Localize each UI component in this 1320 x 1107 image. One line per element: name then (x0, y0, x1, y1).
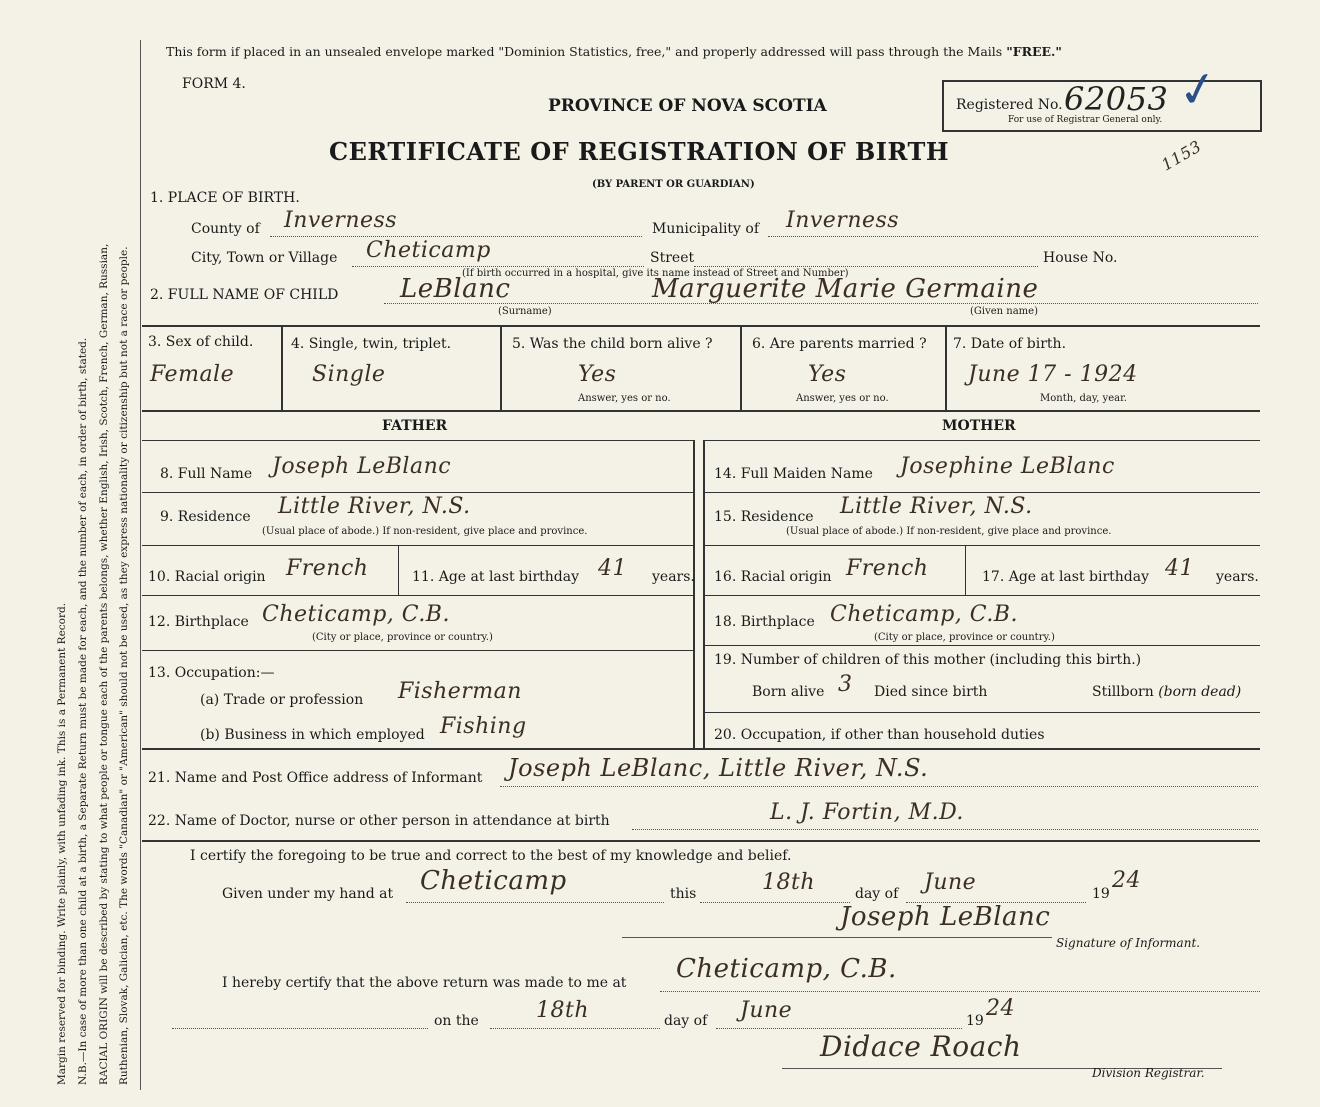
row-divider (142, 440, 693, 441)
born-alive-value: Yes (578, 362, 617, 387)
mother-occupation-label: 20. Occupation, if other than household duties (714, 727, 1045, 743)
child-given-name: Marguerite Marie Germaine (652, 274, 1039, 304)
mother-heading: MOTHER (942, 418, 1016, 434)
dob-note: Month, day, year. (1040, 393, 1127, 404)
row-divider (142, 650, 693, 651)
plurality-label: 4. Single, twin, triplet. (291, 336, 452, 352)
sex-value: Female (150, 362, 235, 387)
mother-residence-value: Little River, N.S. (840, 494, 1033, 519)
child-surname: LeBlanc (400, 274, 511, 304)
municipality-line (768, 236, 1258, 237)
child-name-label: 2. FULL NAME OF CHILD (150, 287, 339, 303)
father-birthplace-label: 12. Birthplace (148, 614, 249, 630)
mail-note: This form if placed in an unsealed envelope marked "Dominion Statistics, free," and properly addressed will pass through the Mails "FREE." (166, 44, 1062, 59)
sex-label: 3. Sex of child. (148, 334, 254, 350)
father-residence-value: Little River, N.S. (278, 494, 471, 519)
city-label: City, Town or Village (191, 250, 338, 266)
column-divider (945, 325, 947, 410)
mother-birthplace-label: 18. Birthplace (714, 614, 815, 630)
mother-residence-note: (Usual place of abode.) If non-resident, give place and province. (786, 526, 1112, 537)
doctor-label: 22. Name of Doctor, nurse or other person in attendance at birth (148, 813, 610, 829)
checkmark-icon: ✓ (1173, 58, 1223, 122)
certificate-subtitle: (BY PARENT OR GUARDIAN) (592, 179, 755, 190)
this-label: this (670, 886, 697, 902)
given-under-hand-label: Given under my hand at (222, 886, 394, 902)
occupation-label: 13. Occupation:— (148, 665, 275, 681)
married-yes-no-note: Answer, yes or no. (796, 393, 889, 404)
row-divider (142, 410, 1260, 412)
informant-signature-line (622, 937, 1052, 938)
married-value: Yes (808, 362, 847, 387)
margin-note-racial: RACIAL ORIGIN will be described by stating to what people or tongue each of the parents belongs, whether English, Irish, Scotch, French, German, Russian, (98, 243, 110, 1085)
informant-value: Joseph LeBlanc, Little River, N.S. (508, 754, 929, 782)
given-name-note: (Given name) (970, 306, 1038, 317)
street-label: Street (650, 250, 695, 266)
form-number: FORM 4. (182, 76, 246, 92)
registrar-day: 18th (536, 998, 590, 1023)
doctor-value: L. J. Fortin, M.D. (770, 800, 964, 825)
born-alive-count-value: 3 (838, 672, 853, 697)
stamp-number: 1153 (1158, 136, 1205, 175)
row-divider (703, 492, 1260, 493)
dob-value: June 17 - 1924 (968, 362, 1138, 387)
informant-label: 21. Name and Post Office address of Informant (148, 770, 483, 786)
registrar-year-prefix: 19 (966, 1013, 984, 1029)
father-residence-label: 9. Residence (160, 509, 251, 525)
mother-age-value: 41 (1165, 556, 1194, 581)
registrar-month: June (740, 998, 793, 1023)
registrar-place: Cheticamp, C.B. (676, 954, 897, 984)
mother-years: years. (1216, 569, 1259, 585)
county-line (270, 236, 642, 237)
informant-signature: Joseph LeBlanc (840, 902, 1051, 932)
registrar-day-line (490, 1028, 660, 1029)
registrar-day-of-label: day of (664, 1013, 708, 1029)
row-divider (142, 840, 1260, 842)
row-divider (142, 748, 1260, 750)
registrar-statement: I hereby certify that the above return was made to me at (222, 975, 627, 991)
column-divider (500, 325, 502, 410)
municipality-label: Municipality of (652, 221, 760, 237)
hospital-note: (If birth occurred in a hospital, give its name instead of Street and Number) (462, 268, 849, 279)
row-divider (703, 645, 1260, 646)
mother-birthplace-note: (City or place, province or country.) (874, 632, 1055, 643)
alive-yes-no-note: Answer, yes or no. (578, 393, 671, 404)
column-divider (965, 545, 966, 595)
certify-statement: I certify the foregoing to be true and correct to the best of my knowledge and belief. (190, 848, 792, 864)
column-divider (693, 440, 695, 748)
registrar-caption: Division Registrar. (1092, 1066, 1205, 1080)
row-divider (703, 595, 1260, 596)
plurality-value: Single (312, 362, 386, 387)
row-divider (142, 492, 693, 493)
certificate-title: CERTIFICATE OF REGISTRATION OF BIRTH (329, 137, 950, 166)
registrar-signature: Didace Roach (820, 1030, 1022, 1063)
county-value: Inverness (284, 208, 398, 233)
province-title: PROVINCE OF NOVA SCOTIA (548, 96, 827, 116)
doctor-line (632, 829, 1258, 830)
informant-signature-caption: Signature of Informant. (1056, 936, 1201, 950)
mother-birthplace-value: Cheticamp, C.B. (830, 602, 1018, 627)
father-heading: FATHER (382, 418, 448, 434)
column-divider (703, 440, 705, 748)
mother-race-label: 16. Racial origin (714, 569, 832, 585)
margin-note-binding: Margin reserved for binding. Write plainly, with unfading ink. This is a Permanent Record. (56, 602, 68, 1085)
margin-note-racial-cont: Ruthenian, Slovak, Galician, etc. The words "Canadian" or "American" should not be used, as they express nationality or citizenship but not a race or people. (118, 246, 130, 1085)
died-since-birth-label: Died since birth (874, 684, 988, 700)
mother-residence-label: 15. Residence (714, 509, 814, 525)
father-years: years. (652, 569, 695, 585)
father-race-value: French (286, 556, 369, 581)
on-the-label: on the (434, 1013, 479, 1029)
given-year-prefix: 19 (1092, 886, 1110, 902)
row-divider (142, 595, 693, 596)
father-residence-note: (Usual place of abode.) If non-resident, give place and province. (262, 526, 588, 537)
binding-margin-line (140, 40, 141, 1090)
margin-note-nb: N.B.—In case of more than one child at a birth, a Separate Return must be made for each, and the number of each, in order of birth, stated. (77, 337, 89, 1085)
given-month: June (924, 870, 977, 895)
surname-note: (Surname) (498, 306, 552, 317)
place-of-birth-label: 1. PLACE OF BIRTH. (150, 190, 300, 206)
registrar-month-line (716, 1028, 962, 1029)
registrar-only-note: For use of Registrar General only. (1008, 115, 1163, 125)
married-label: 6. Are parents married ? (752, 336, 927, 352)
registrar-year-suffix: 24 (986, 996, 1015, 1021)
city-line (352, 266, 644, 267)
father-birthplace-note: (City or place, province or country.) (312, 632, 493, 643)
business-value: Fishing (440, 714, 527, 739)
mother-name-value: Josephine LeBlanc (900, 454, 1115, 479)
born-alive-label: 5. Was the child born alive ? (512, 336, 713, 352)
given-place: Cheticamp (420, 866, 567, 896)
street-line (694, 266, 1038, 267)
trade-value: Fisherman (398, 679, 522, 704)
father-birthplace-value: Cheticamp, C.B. (262, 602, 450, 627)
municipality-value: Inverness (786, 208, 900, 233)
born-alive-count-label: Born alive (752, 684, 825, 700)
row-divider (142, 545, 693, 546)
mother-race-value: French (846, 556, 929, 581)
registrar-place-line (660, 991, 1260, 992)
given-day: 18th (762, 870, 816, 895)
registered-label: Registered No. (956, 97, 1063, 113)
child-name-line (384, 303, 1258, 304)
father-age-label: 11. Age at last birthday (412, 569, 580, 585)
given-place-line (406, 902, 664, 903)
stillborn-label: Stillborn (born dead) (1092, 684, 1242, 700)
father-name-value: Joseph LeBlanc (272, 454, 452, 479)
county-label: County of (191, 221, 260, 237)
row-divider (703, 545, 1260, 546)
father-age-value: 41 (598, 556, 627, 581)
row-divider (703, 712, 1260, 713)
day-of-label: day of (855, 886, 899, 902)
column-divider (281, 325, 283, 410)
city-value: Cheticamp (366, 238, 491, 263)
row-divider (142, 325, 1260, 327)
given-year-suffix: 24 (1112, 868, 1141, 893)
father-race-label: 10. Racial origin (148, 569, 266, 585)
registered-number: 62053 (1064, 80, 1169, 118)
column-divider (398, 545, 399, 595)
dob-label: 7. Date of birth. (953, 336, 1067, 352)
children-count-label: 19. Number of children of this mother (including this birth.) (714, 652, 1142, 668)
informant-line (500, 786, 1258, 787)
given-day-line (700, 902, 850, 903)
row-divider (703, 440, 1260, 441)
father-name-label: 8. Full Name (160, 466, 253, 482)
mother-age-label: 17. Age at last birthday (982, 569, 1150, 585)
house-number-label: House No. (1043, 250, 1118, 266)
column-divider (740, 325, 742, 410)
registrar-prefix-line (172, 1028, 428, 1029)
business-label: (b) Business in which employed (200, 727, 425, 743)
trade-label: (a) Trade or profession (200, 692, 364, 708)
mother-name-label: 14. Full Maiden Name (714, 466, 873, 482)
